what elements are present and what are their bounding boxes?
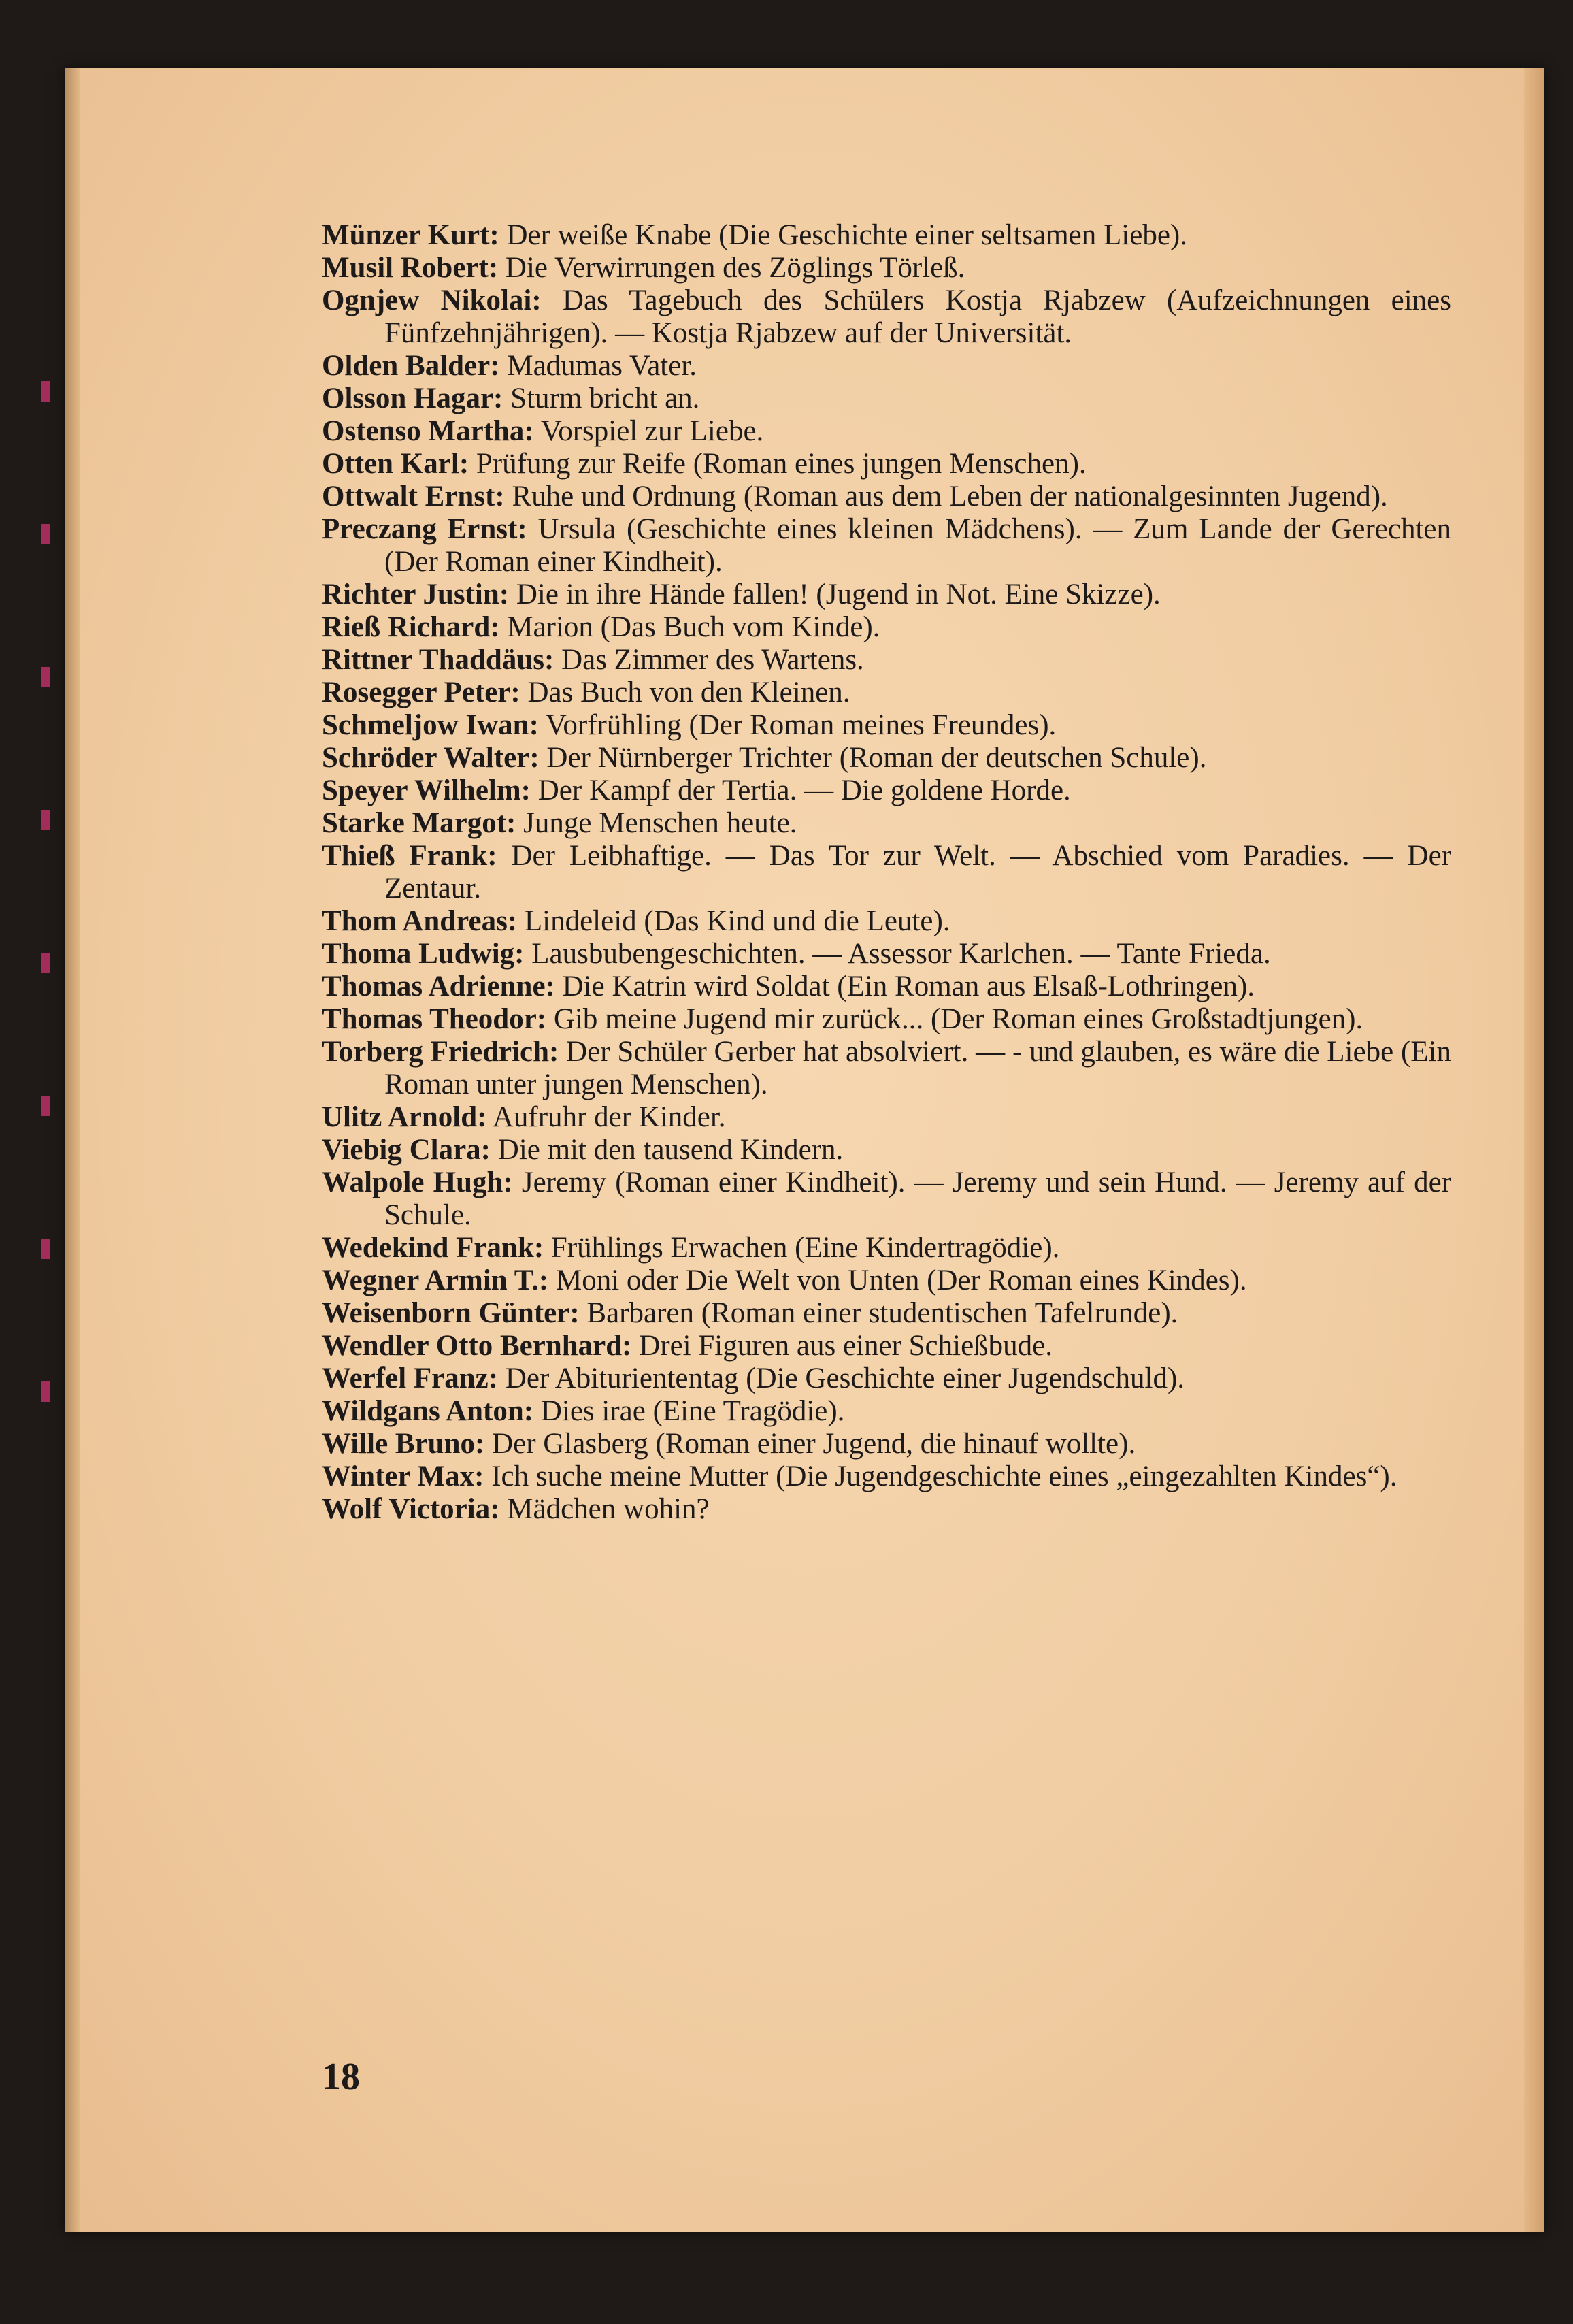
entry-author: Schmeljow Iwan: <box>322 709 539 741</box>
list-item <box>322 1460 1451 1493</box>
list-item <box>322 1036 1451 1101</box>
entry-author: Wendler Otto Bernhard: <box>322 1330 632 1362</box>
entry-text: Der Kampf der Tertia. — Die goldene Horde. <box>537 774 1071 806</box>
list-item <box>322 382 1451 415</box>
page-gutter <box>65 68 80 2232</box>
entry-text: Die in ihre Hände fallen! (Jugend in Not. Eine Skizze). <box>516 578 1161 610</box>
list-item <box>322 1166 1451 1232</box>
list-item <box>322 415 1451 448</box>
list-item <box>322 219 1451 252</box>
entry-author: Wildgans Anton: <box>322 1395 534 1427</box>
entry-text: Mädchen wohin? <box>507 1493 710 1525</box>
entry-author: Olden Balder: <box>322 350 500 382</box>
entry-text: Moni oder Die Welt von Unten (Der Roman eines Kindes). <box>556 1264 1247 1296</box>
list-item <box>322 611 1451 644</box>
entry-text: Die Verwirrungen des Zöglings Törleß. <box>505 252 965 284</box>
list-item <box>322 905 1451 938</box>
entry-author: Wille Bruno: <box>322 1428 485 1460</box>
entry-author: Thom Andreas: <box>322 905 518 937</box>
entry-text: Madumas Vater. <box>507 350 697 382</box>
entry-text: Barbaren (Roman einer studentischen Tafelrunde). <box>586 1297 1178 1329</box>
entry-text: Ursula (Geschichte eines kleinen Mädchens). — Zum Lande der Gerechten (Der Roman einer Kindheit). <box>384 513 1451 578</box>
entry-author: Ostenso Martha: <box>322 415 534 447</box>
list-item <box>322 1297 1451 1330</box>
list-item <box>322 938 1451 970</box>
list-item <box>322 1003 1451 1036</box>
list-item <box>322 1428 1451 1460</box>
entry-text: Das Buch von den Kleinen. <box>527 676 850 708</box>
entry-author: Schröder Walter: <box>322 742 540 774</box>
entry-text: Junge Menschen heute. <box>523 807 797 839</box>
entry-author: Thieß Frank: <box>322 840 497 872</box>
entry-text: Ruhe und Ordnung (Roman aus dem Leben der nationalgesinnten Jugend). <box>512 480 1388 512</box>
list-item <box>322 578 1451 611</box>
list-item <box>322 970 1451 1003</box>
entry-text: Dies irae (Eine Tragödie). <box>540 1395 845 1427</box>
entry-author: Thomas Theodor: <box>322 1003 547 1035</box>
entry-author: Walpole Hugh: <box>322 1166 513 1198</box>
entry-text: Gib meine Jugend mir zurück... (Der Roman eines Großstadtjungen). <box>553 1003 1363 1035</box>
entry-author: Preczang Ernst: <box>322 513 527 545</box>
entry-text: Das Zimmer des Wartens. <box>561 644 864 676</box>
entry-author: Wolf Victoria: <box>322 1493 500 1525</box>
list-item <box>322 807 1451 840</box>
list-item <box>322 1101 1451 1134</box>
entry-text: Marion (Das Buch vom Kinde). <box>507 611 880 643</box>
list-item <box>322 350 1451 382</box>
entry-author: Speyer Wilhelm: <box>322 774 531 806</box>
entry-author: Ottwalt Ernst: <box>322 480 505 512</box>
entry-author: Thoma Ludwig: <box>322 938 525 970</box>
entry-text: Lausbubengeschichten. — Assessor Karlchen. — Tante Frieda. <box>531 938 1271 970</box>
entry-text: Frühlings Erwachen (Eine Kindertragödie). <box>550 1232 1060 1264</box>
entry-author: Wedekind Frank: <box>322 1232 544 1264</box>
list-item <box>322 1493 1451 1526</box>
list-item <box>322 774 1451 807</box>
entry-author: Otten Karl: <box>322 448 469 480</box>
list-item <box>322 448 1451 480</box>
entry-author: Rittner Thaddäus: <box>322 644 554 676</box>
entry-author: Ognjew Nikolai: <box>322 284 542 316</box>
entry-text: Vorfrühling (Der Roman meines Freundes). <box>545 709 1057 741</box>
entry-author: Torberg Friedrich: <box>322 1036 559 1068</box>
entry-text: Sturm bricht an. <box>510 382 700 414</box>
list-item <box>322 644 1451 676</box>
list-item <box>322 1264 1451 1297</box>
bibliography-list <box>322 219 1451 1526</box>
list-item <box>322 1134 1451 1166</box>
list-item <box>322 1232 1451 1264</box>
entry-text: Aufruhr der Kinder. <box>492 1101 726 1133</box>
entry-author: Münzer Kurt: <box>322 219 499 251</box>
list-item <box>322 1330 1451 1362</box>
entry-text: Der Abituriententag (Die Geschichte einer Jugendschuld). <box>505 1362 1185 1394</box>
list-item <box>322 709 1451 742</box>
list-item <box>322 1362 1451 1395</box>
list-item <box>322 742 1451 774</box>
page-number: 18 <box>322 2056 360 2098</box>
entry-author: Weisenborn Günter: <box>322 1297 580 1329</box>
entry-text: Die Katrin wird Soldat (Ein Roman aus Elsaß-Lothringen). <box>562 970 1255 1002</box>
entry-author: Musil Robert: <box>322 252 499 284</box>
entry-author: Wegner Armin T.: <box>322 1264 549 1296</box>
entry-author: Winter Max: <box>322 1460 484 1492</box>
entry-text: Der Glasberg (Roman einer Jugend, die hinauf wollte). <box>492 1428 1136 1460</box>
entry-author: Ulitz Arnold: <box>322 1101 487 1133</box>
list-item <box>322 480 1451 513</box>
entry-author: Rosegger Peter: <box>322 676 520 708</box>
spine-marks <box>41 381 50 1402</box>
entry-text: Der Leibhaftige. — Das Tor zur Welt. — Abschied vom Paradies. — Der Zentaur. <box>384 840 1451 904</box>
entry-text: Ich suche meine Mutter (Die Jugendgeschichte eines „eingezahlten Kindes“). <box>491 1460 1397 1492</box>
entry-text: Jeremy (Roman einer Kindheit). — Jeremy und sein Hund. — Jeremy auf der Schule. <box>384 1166 1451 1231</box>
page-edge <box>1524 68 1544 2232</box>
entry-text: Die mit den tausend Kindern. <box>497 1134 844 1166</box>
entry-text: Prüfung zur Reife (Roman eines jungen Menschen). <box>476 448 1087 480</box>
book-page <box>65 68 1544 2232</box>
entry-author: Werfel Franz: <box>322 1362 499 1394</box>
entry-text: Vorspiel zur Liebe. <box>540 415 764 447</box>
entry-author: Starke Margot: <box>322 807 516 839</box>
entry-author: Olsson Hagar: <box>322 382 503 414</box>
entry-author: Viebig Clara: <box>322 1134 491 1166</box>
list-item <box>322 284 1451 350</box>
entry-text: Der weiße Knabe (Die Geschichte einer seltsamen Liebe). <box>506 219 1187 251</box>
list-item <box>322 252 1451 284</box>
entry-author: Thomas Adrienne: <box>322 970 555 1002</box>
list-item <box>322 676 1451 709</box>
list-item <box>322 513 1451 578</box>
entry-text: Lindeleid (Das Kind und die Leute). <box>524 905 950 937</box>
entry-author: Richter Justin: <box>322 578 510 610</box>
list-item <box>322 1395 1451 1428</box>
entry-text: Der Nürnberger Trichter (Roman der deutschen Schule). <box>546 742 1207 774</box>
list-item <box>322 840 1451 905</box>
entry-text: Drei Figuren aus einer Schießbude. <box>639 1330 1053 1362</box>
entry-text: Der Schüler Gerber hat absolviert. — - und glauben, es wäre die Liebe (Ein Roman unter jungen Menschen). <box>384 1036 1451 1100</box>
entry-text: Das Tagebuch des Schülers Kostja Rjabzew (Aufzeichnungen eines Fünfzehnjährigen). — Kostja Rjabzew auf der Universität. <box>384 284 1452 349</box>
entry-author: Rieß Richard: <box>322 611 500 643</box>
